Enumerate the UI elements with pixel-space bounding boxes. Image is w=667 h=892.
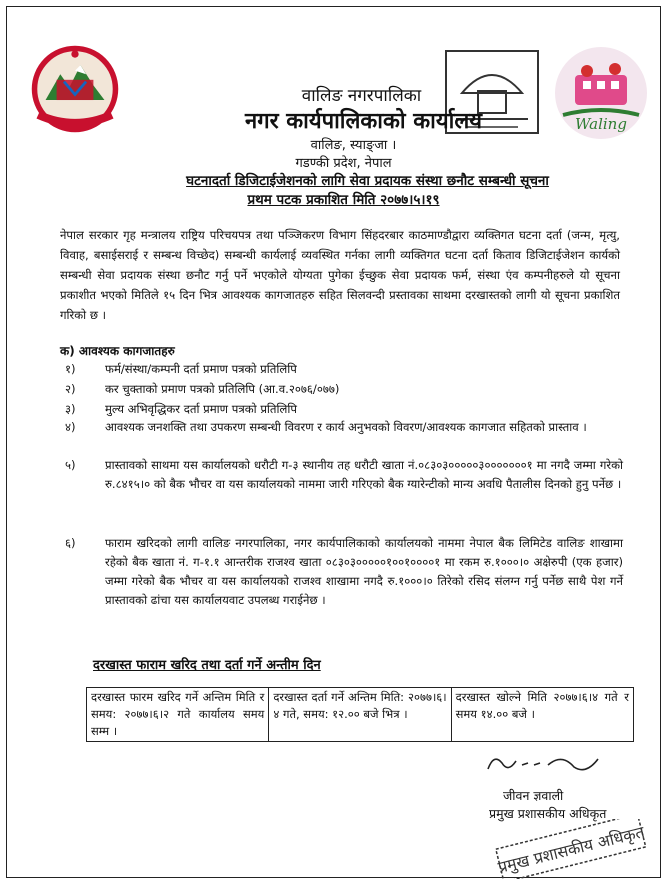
office-address: वालिङ, स्याङ्जा । [310, 138, 397, 153]
office-name: नगर कार्यपालिकाको कार्यालय [245, 109, 482, 134]
table-cell: दरखास्त फारम खरिद गर्ने अन्तिम मिति र समय: २०७७।६।२ गते कार्यालय समय सम्म । [87, 688, 269, 742]
list-item-text: फाराम खरिदको लागी वालिङ नगरपालिका, नगर कार्यपालिकाको कार्यालयको नाममा नेपाल बैक लिमिटेड वालिङ शाखामा रहेको बैक खाता नं. ग-१.१ आन्तरीक राजश्व खाता ०८३०३०००००१००१००००१ मा रकम रु.१०००।० अक्षेरुपी (एक हजार) जम्मा गरेको बैक भौचर वा यस कार्यालयको राजश्व शाखामा नगदै रु.१०००।० तिरेको रसिद संलग्न गर्नु पर्नेछ साथै पेश गर्ने प्रास्तावको ढांचा यस कार्यालयवाट उपलब्ध गराईनेछ । [105, 536, 623, 607]
list-item-number: ६) [65, 536, 76, 550]
list-item-text: कर चुक्ताको प्रमाण पत्रको प्रतिलिपि (आ.व.२०७६/०७७) [105, 382, 340, 396]
municipality-name: वालिङ नगरपालिका [301, 86, 422, 106]
list-item-number: ५) [65, 458, 76, 472]
handwritten-signature [482, 749, 602, 779]
list-item-number: २) [65, 382, 76, 396]
list-item-number: ३) [65, 402, 76, 416]
table-cell: दरखास्त दर्ता गर्ने अन्तिम मिति: २०७७।६।४ गते, समय: १२.०० बजे भित्र । [269, 688, 451, 742]
notice-subject: घटनादर्ता डिजिटाईजेशनको लागि सेवा प्रदायक संस्था छनौट सम्बन्धी सूचना [186, 173, 549, 189]
svg-text:प्रमुख प्रशासकीय अधिकृत: प्रमुख प्रशासकीय अधिकृत [495, 822, 647, 877]
list-item-text: प्रास्तावको साथमा यस कार्यालयको धरौटी ग-३ स्थानीय तह धरौटी खाता नं.०८३०३०००००३०००००००१ मा नगदै जम्मा गरेको रु.८४१५।० को बैक भौचर वा यस कार्यालयको नाममा जारी गरिएको बैक ग्यारेन्टीको मान्य अवधि पैतालीस दिनको हुनु पर्नेछ । [105, 458, 623, 491]
province-name: गडण्की प्रदेश, नेपाल [295, 156, 392, 171]
deadline-table [86, 687, 634, 742]
signatory-name: जीवन ज्ञवाली [503, 788, 564, 803]
table-row [87, 688, 634, 742]
list-item-text: फर्म/संस्था/कम्पनी दर्ता प्रमाण पत्रको प्रतिलिपि [105, 362, 297, 376]
list-item-number: १) [65, 362, 76, 376]
list-item-number: ४) [65, 420, 76, 434]
requirements-heading: क) आवश्यक कागजातहरु [60, 344, 175, 358]
signatory-title: प्रमुख प्रशासकीय अधिकृत [489, 806, 607, 821]
table-cell: दरखास्त खोल्ने मिति २०७७।६।४ गते र समय १४.०० बजे । [451, 688, 633, 742]
publish-date: प्रथम पटक प्रकाशित मिति २०७७।५।१९ [247, 192, 440, 208]
official-seal-stamp [492, 819, 650, 879]
notice-page [6, 6, 661, 878]
list-item-text: आवश्यक जनशक्ति तथा उपकरण सम्बन्धी विवरण र कार्य अनुभवको विवरण/आवश्यक कागजात सहितको प्रास्ताव । [105, 420, 587, 434]
deadline-heading: दरखास्त फाराम खरिद तथा दर्ता गर्ने अन्तीम दिन [93, 658, 321, 673]
notice-body: नेपाल सरकार गृह मन्त्रालय राष्ट्रिय परिचयपत्र तथा पञ्जिकरण विभाग सिंहदरबार काठमाण्डौद्वारा व्यक्तिगत घटना दर्ता (जन्म, मृत्यु, विवाह, बसाईसराई र सम्बन्ध विच्छेद) सम्बन्धी कार्यलाई व्यवस्थित गर्नका लागी व्यक्तिगत घटना दर्ता किताव डिजिटाईजेशन कार्यको सम्बन्धी सेवा प्रदायक संस्था छनौट गर्नु पर्ने भएकोले योग्यता पुगेका ईच्छुक सेवा प्रदायक फर्म, संस्था एंव कम्पनीहरुले यो सूचना प्रकाशीत भएको मितिले १५ दिन भित्र आवश्यक कागजातहरु सहित सिलवन्दी प्रस्तावका साथमा दरखास्तको लागी यो सूचना प्रकाशित गरिको छ । [60, 228, 620, 322]
list-item-text: मुल्य अभिवृद्धिकर दर्ता प्रमाण पत्रको प्रतिलिपि [105, 402, 297, 416]
svg-text:Waling: Waling [575, 115, 627, 133]
